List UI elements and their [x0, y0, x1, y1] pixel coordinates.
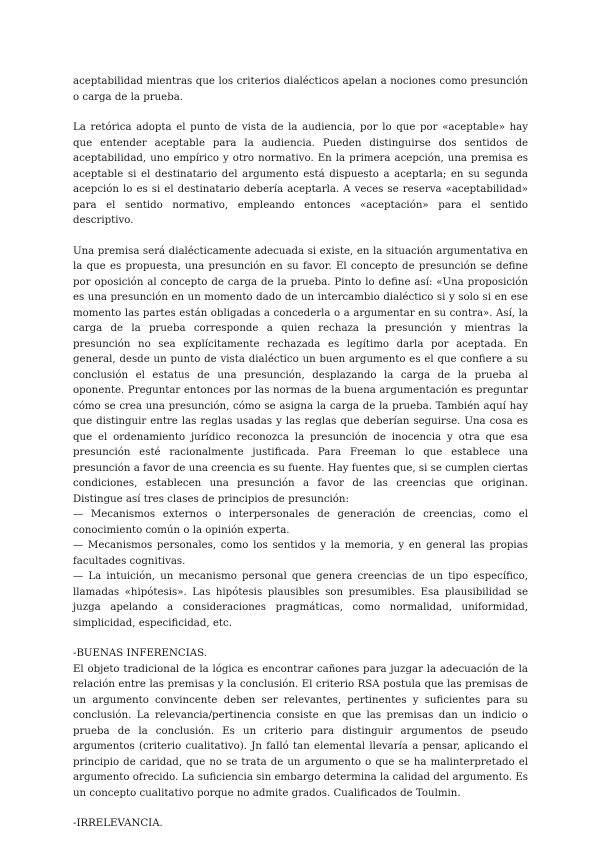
paragraph-aceptabilidad: aceptabilidad mientras que los criterios dialécticos apelan a nociones como presunción o carga de la prueba. [73, 76, 528, 103]
spacer [73, 631, 528, 646]
list-item: — La intuición, un mecanismo personal que genera creencias de un tipo específico, llamadas «hipótesis». Las hipótesis plausibles son presumibles. Esa plausibilidad se juzga apelando a consideraciones pragmáticas, como normalidad, uniformidad, simplicidad, especificidad, etc. [73, 571, 528, 629]
list-item: — Mecanismos personales, como los sentidos y la memoria, y en general las propias facultades cognitivas. [73, 540, 528, 567]
paragraph-retorica: La retórica adopta el punto de vista de la audiencia, por lo que por «aceptable» hay que entender aceptable para la audiencia. Pueden distinguirse dos sentidos de aceptabilidad, uno empírico y otro normativo. En la primera acepción, una premisa es aceptable si el destinatario del argumento está dispuesto a aceptarla; en su segunda acepción lo es si el destinatario debería aceptarla. A veces se reserva «aceptabilidad» para el sentido normativo, empleando entonces «aceptación» para el sentido descriptivo. [73, 122, 528, 226]
list-item: — Mecanismos externos o interpersonales de generación de creencias, como el conocimiento común o la opinión experta. [73, 509, 528, 536]
presumption-principles-list [73, 507, 528, 631]
paragraph-buenas-inferencias: El objeto tradicional de la lógica es encontrar cañones para juzgar la adecuación de la relación entre las premisas y la conclusión. El criterio RSA postula que las premisas de un argumento convincente deben ser relevantes, pertinentes y suficientes para su conclusión. La relevancia/pertinencia consiste en que las premisas dan un indicio o prueba de la conclusión. Es un criterio para distinguir argumentos de pseudo argumentos (criterio cualitativo). Jn falló tan elemental llevaría a pensar, aplicando el principio de caridad, que no se trata de un argumento o que se ha malinterpretado el argumento ofrecido. La suficiencia sin embargo determina la calidad del argumento. Es un concepto cualitativo porque no admite grados. Cualificados de Toulmin. [73, 663, 528, 799]
paragraph-presuncion: Una premisa será dialécticamente adecuada si existe, en la situación argumentativa en la que es propuesta, una presunción en su favor. El concepto de presunción se define por oposición al concepto de carga de la prueba. Pinto lo define así: «Una proposición es una presunción en un momento dado de un intercambio dialéctico si y solo si en ese momento las partes están obligadas a concederla o a argumentar en su contra». Así, la carga de la prueba corresponde a quien rechaza la presunción y mientras la presunción no sea explícitamente rechazada es legítimo darla por aceptada. En general, desde un punto de vista dialéctico un buen argumento es el que confiere a su conclusión el estatus de una presunción, desplazando la carga de la prueba al oponente. Preguntar entonces por las normas de la buena argumentación es preguntar cómo se crea una presunción, cómo se asigna la carga de la prueba. También aquí hay que distinguir entre las reglas usadas y las reglas que deberían seguirse. Una cosa es que el ordenamiento jurídico reconozca la presunción de inocencia y otra que esa presunción esté racionalmente justificada. Para Freeman lo que establece una presunción a favor de una creencia es su fuente. Hay fuentes que, si se cumplen ciertas condiciones, establecen una presunción a favor de las creencias que originan. Distingue así tres clases de principios de presunción: [73, 245, 528, 505]
section-heading-irrelevancia: -IRRELEVANCIA. [73, 818, 163, 829]
section-heading-buenas-inferencias: -BUENAS INFERENCIAS. [73, 648, 207, 659]
